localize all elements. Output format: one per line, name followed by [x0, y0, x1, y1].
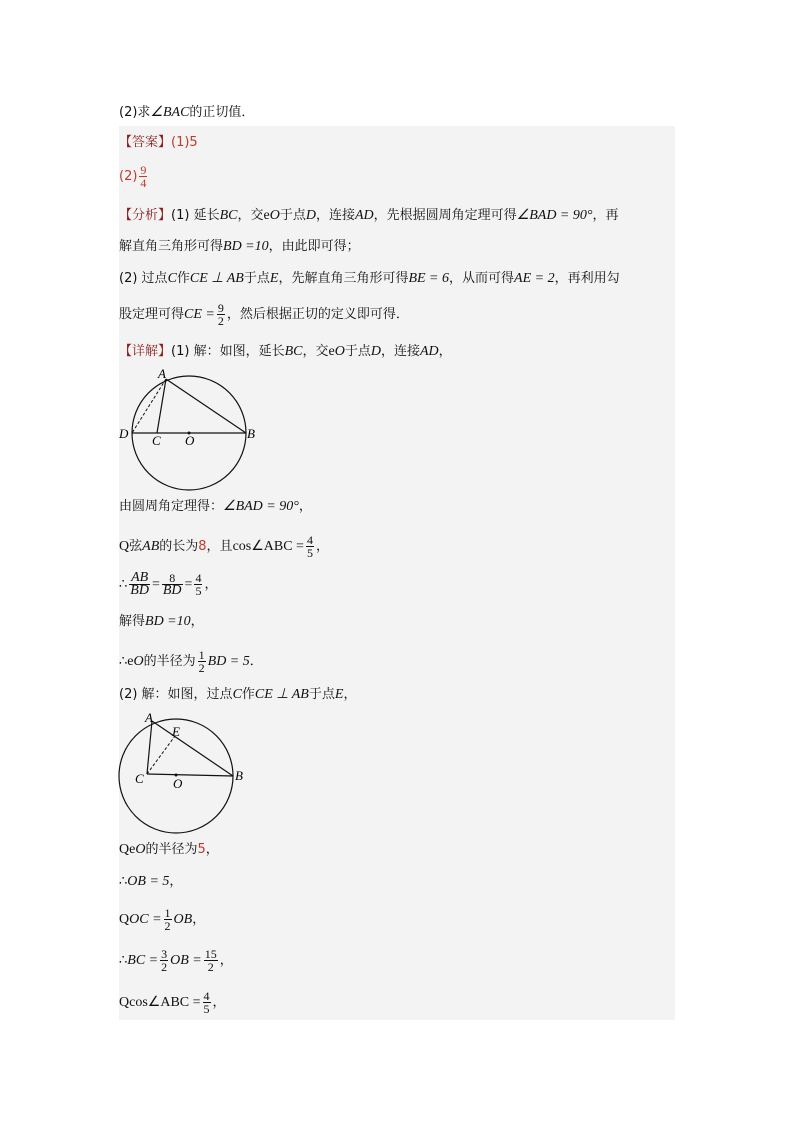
segment-ac — [147, 721, 152, 774]
answer-fraction: $\frac{9}{4}$ — [140, 163, 147, 190]
step-cos: Qcos∠ABC = $\frac{4}{5}$ ， — [119, 989, 226, 1016]
segment-ac — [157, 379, 166, 433]
step-given: Q弦AB的长为8，且cos∠ABC = $\frac{4}{5}$ ， — [119, 533, 329, 560]
label-d: D — [119, 426, 129, 441]
step-bc: ∴BC = $\frac{3}{2}$ OB = $\frac{15}{2}$ ， — [119, 947, 233, 974]
fraction-ce: $\frac{9}{2}$ — [217, 301, 224, 328]
segment-ab — [166, 379, 246, 433]
label-o: O — [173, 776, 183, 791]
question-part2: (2)求∠BAC的正切值． — [119, 105, 255, 120]
detail-part2-line: (2) 解：如图，过点C作CE ⊥ AB于点E， — [119, 687, 357, 702]
analysis-line-2: 解直角三角形可得BD =10，由此即可得； — [119, 239, 360, 254]
step-inscribed-angle: 由圆周角定理得：∠BAD = 90°， — [119, 499, 312, 514]
step-ratio: ∴ $\frac{AB}{BD}$ = $\frac{8}{BD}$ = $\frac{4}{5}$ ， — [119, 570, 218, 598]
step-radius: ∴eO的半径为 $\frac{1}{2}$ BD = 5． — [119, 648, 263, 675]
segment-cb — [147, 774, 233, 776]
label-b: B — [235, 768, 243, 783]
segment-ce-dashed — [147, 736, 175, 774]
detail-line-1: 【详解】(1) 解：如图，延长BC，交eO于点D，连接AD， — [119, 344, 452, 359]
label-o: O — [185, 433, 195, 448]
figure-1-circle-diagram — [116, 366, 266, 494]
answer-part2: (2) $\frac{9}{4}$ — [119, 163, 147, 190]
step-ob: ∴OB = 5， — [119, 874, 183, 889]
label-c: C — [135, 771, 144, 786]
analysis-line-4: 股定理可得CE = $\frac{9}{2}$ ，然后根据正切的定义即可得． — [119, 301, 409, 328]
label-a: A — [145, 710, 153, 725]
label-e: E — [172, 724, 180, 739]
figure-2-circle-diagram — [116, 708, 256, 836]
label-c: C — [152, 433, 161, 448]
segment-ab — [152, 721, 233, 776]
fraction-cos: $\frac{4}{5}$ — [306, 533, 313, 560]
label-b: B — [247, 426, 255, 441]
step-solve-bd: 解得BD =10， — [119, 614, 204, 629]
label-a: A — [158, 366, 166, 381]
analysis-line-1: 【分析】(1) 延长BC，交eO于点D，连接AD，先根据圆周角定理可得∠BAD = 90°，再 — [119, 208, 619, 223]
answer-line: 【答案】(1)5 — [119, 135, 198, 150]
analysis-line-3: (2) 过点C作CE ⊥ AB于点E，先解直角三角形可得BE = 6，从而可得AE = 2，再利用勾 — [119, 271, 620, 286]
step-radius-given: QeO的半径为5， — [119, 842, 219, 857]
step-oc: QOC = $\frac{1}{2}$ OB， — [119, 906, 206, 933]
